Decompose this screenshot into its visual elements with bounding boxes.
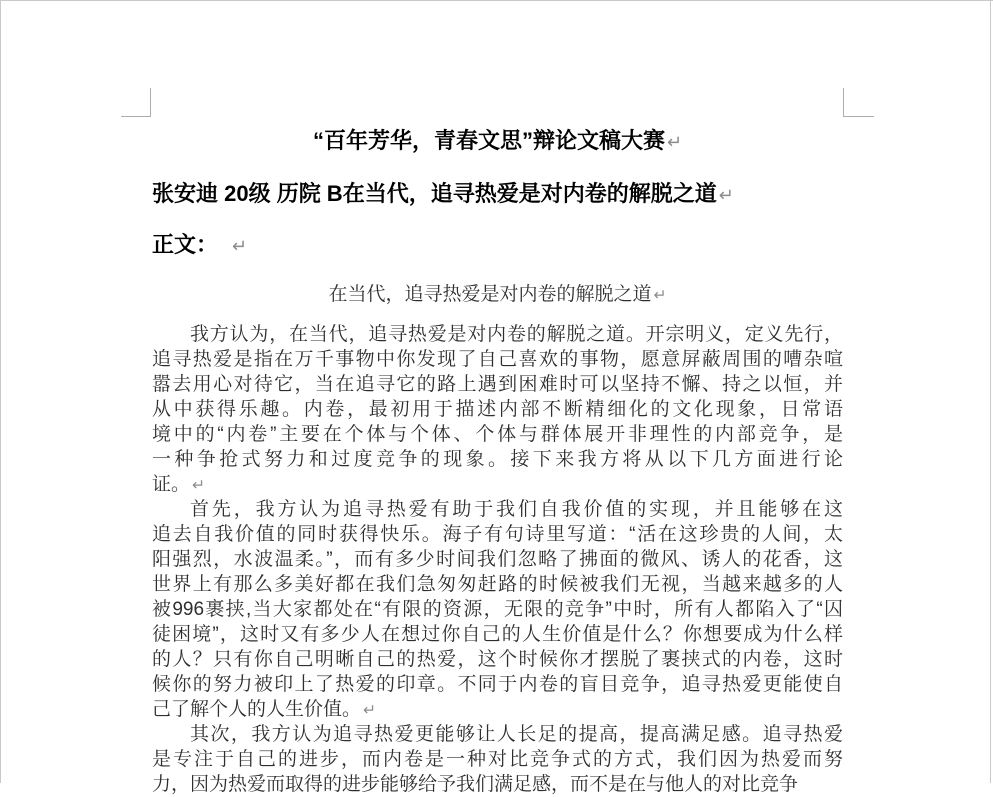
paragraph-2-line-4: 世界上有那么多美好都在我们急匆匆赶路的时候被我们无视，当越来越多的人 xyxy=(152,574,843,595)
section-label-text: 正文： xyxy=(152,232,219,257)
margin-cropmark-topleft-vertical xyxy=(150,88,151,117)
paragraph-mark: ↵ xyxy=(232,236,248,256)
paragraph-mark: ↵ xyxy=(363,702,377,719)
essay-subtitle-text: 在当代，追寻热爱是对内卷的解脱之道 xyxy=(328,284,652,305)
document-body xyxy=(152,322,843,797)
viewport-border-left xyxy=(0,0,1,783)
author-line xyxy=(152,179,843,210)
document-title-text: “百年芳华，青春文思”辩论文稿大赛 xyxy=(312,128,665,153)
margin-cropmark-topright-vertical xyxy=(843,88,844,117)
viewport-border-right xyxy=(990,0,991,783)
paragraph-1-line-2: 追寻热爱是指在万千事物中你发现了自己喜欢的事物，愿意屏蔽周围的嘈杂喧 xyxy=(152,349,843,370)
paragraph-mark: ↵ xyxy=(666,132,683,152)
paragraph-2-line-2: 追去自我价值的同时获得快乐。海子有句诗里写道：“活在这珍贵的人间，太 xyxy=(152,524,843,545)
paragraph-3-line-1: 其次，我方认为追寻热爱更能够让人长足的提高，提高满足感。追寻热爱 xyxy=(190,724,843,745)
paragraph-2-line-6: 徒困境”，这时又有多少人在想过你自己的人生价值是什么？你想要成为什么样 xyxy=(152,624,843,645)
paragraph-2-line-9: 己了解个人的人生价值。 ↵ xyxy=(152,699,377,720)
paragraph-1-line-1: 我方认为，在当代，追寻热爱是对内卷的解脱之道。开宗明义，定义先行， xyxy=(190,324,843,345)
essay-subtitle xyxy=(152,281,843,310)
paragraph-1-line-6: 一种争抢式努力和过度竞争的现象。接下来我方将从以下几方面进行论 xyxy=(152,449,843,470)
paragraph-1-line-7: 证。 ↵ xyxy=(152,474,206,495)
paragraph-1-line-4: 从中获得乐趣。内卷，最初用于描述内部不断精细化的文化现象，日常语 xyxy=(152,399,843,420)
author-line-text: 张安迪 20级 历院 B在当代，追寻热爱是对内卷的解脱之道 xyxy=(152,181,717,206)
paragraph-1-line-3: 嚣去用心对待它，当在追寻它的路上遇到困难时可以坚持不懈、持之以恒，并 xyxy=(152,374,843,395)
paragraph-mark: ↵ xyxy=(653,287,667,304)
paragraph-mark: ↵ xyxy=(718,185,734,205)
paragraph-2-line-1: 首先，我方认为追寻热爱有助于我们自我价值的实现，并且能够在这 xyxy=(190,499,843,520)
paragraph-1-line-5: 境中的“内卷”主要在个体与个体、个体与群体展开非理性的内部竞争，是 xyxy=(152,424,843,445)
viewport-border-top xyxy=(0,0,993,1)
paragraph-2-line-7: 的人？只有你自己明晰自己的热爱，这个时候你才摆脱了裹挟式的内卷，这时 xyxy=(152,649,843,670)
paragraph-mark: ↵ xyxy=(192,477,206,494)
margin-cropmark-topleft-horizontal xyxy=(121,116,151,117)
paragraph-2-line-8: 候你的努力被印上了热爱的印章。不同于内卷的盲目竞争，追寻热爱更能使自 xyxy=(152,674,843,695)
document-title xyxy=(152,126,843,157)
paragraph-3-line-2: 是专注于自己的进步，而内卷是一种对比竞争式的方式，我们因为热爱而努 xyxy=(152,749,843,770)
paragraph-3-line-3: 力，因为热爱而取得的进步能够给予我们满足感，而不是在与他人的对比竞争 xyxy=(152,774,799,795)
section-label xyxy=(152,230,843,261)
paragraph-2-line-3: 阳强烈，水波温柔。”，而有多少时间我们忽略了拂面的微风、诱人的花香，这 xyxy=(152,549,843,570)
paragraph-2-line-5: 被996裹挟,当大家都处在“有限的资源，无限的竞争”中时，所有人都陷入了“囚 xyxy=(152,599,843,620)
margin-cropmark-topright-horizontal xyxy=(843,116,874,117)
